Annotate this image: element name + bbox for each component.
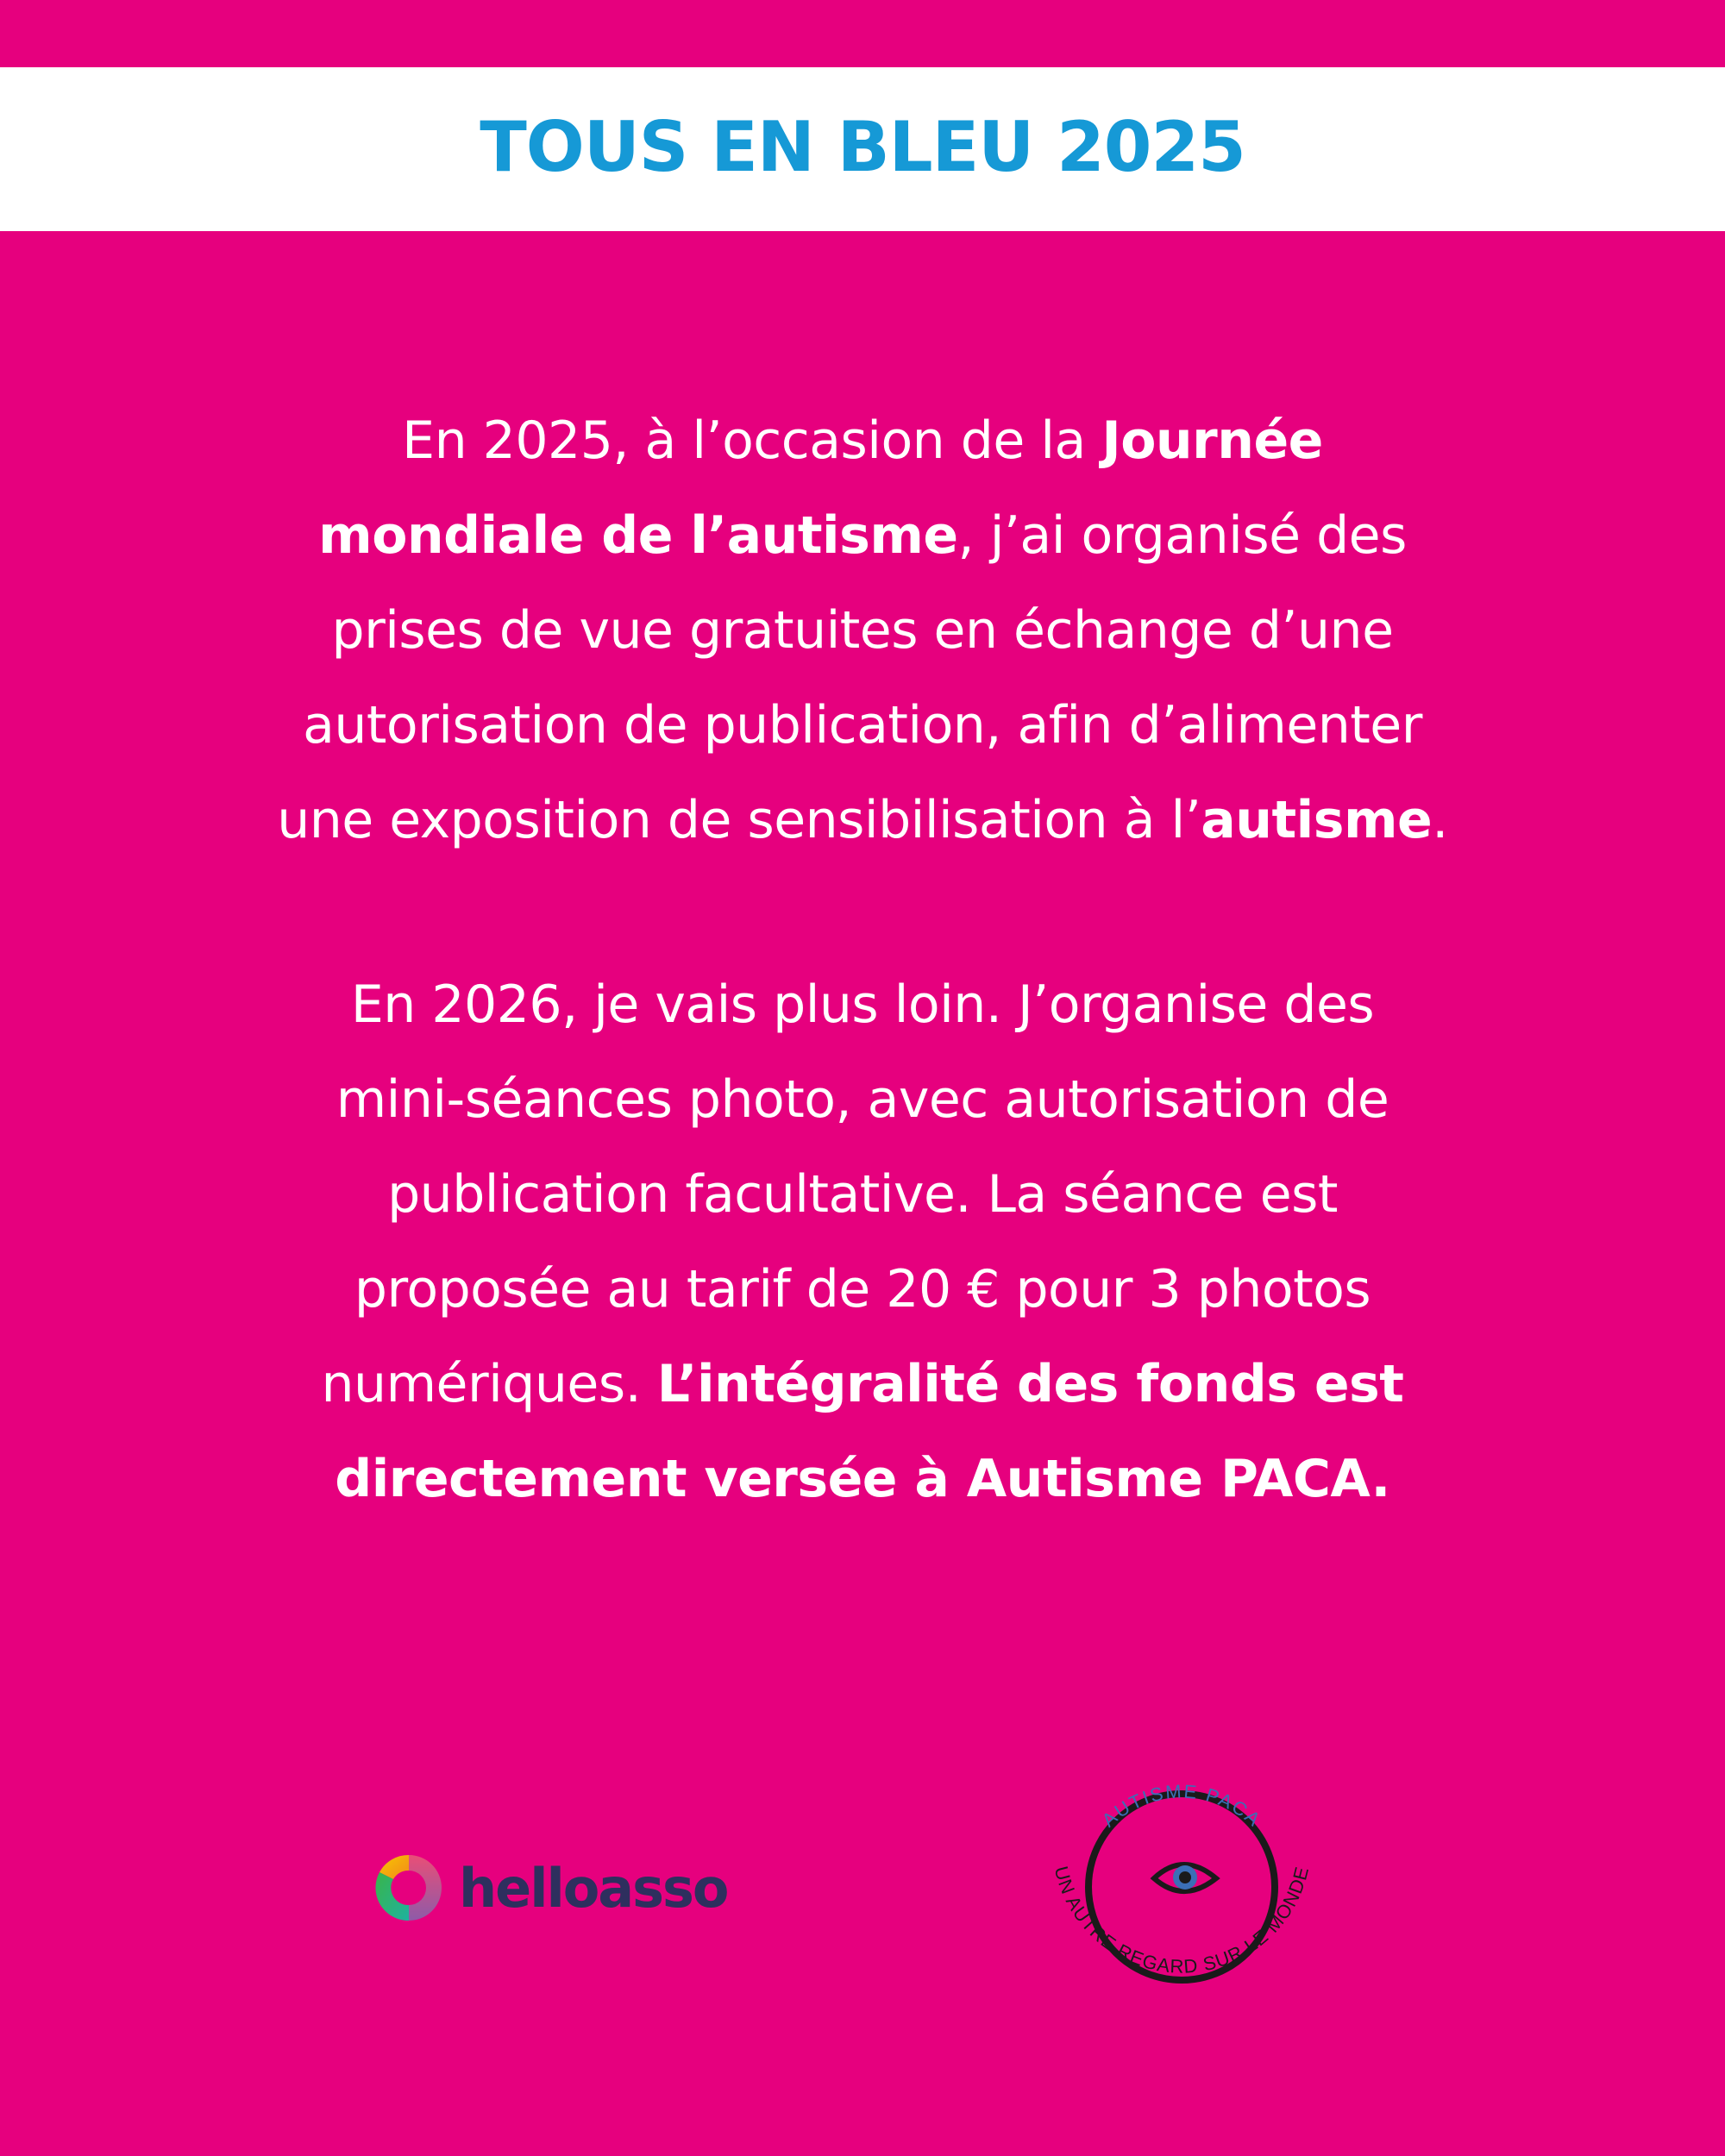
text-span: , j’ai organisé des — [957, 505, 1407, 566]
text-span: En 2025, à l’occasion de la — [402, 411, 1102, 471]
paragraph-2025-line-1 — [138, 393, 1587, 488]
autisme-paca-seal — [1035, 1733, 1328, 2027]
bold-span: autisme — [1201, 790, 1433, 850]
paragraph-2026-line-2: mini-séances photo, avec autorisation de — [336, 1069, 1389, 1130]
text-span: . — [1432, 790, 1448, 850]
paragraph-2025-line-5 — [138, 773, 1587, 868]
paragraph-2026-line-6 — [138, 1432, 1587, 1526]
bold-span: mondiale de l’autisme — [318, 505, 958, 566]
text-span: une exposition de sensibilisation à l’ — [277, 790, 1201, 850]
paragraph-2026 — [138, 957, 1587, 1526]
paragraph-2026-line-3: publication facultative. La séance est — [387, 1164, 1338, 1225]
eye-icon — [1154, 1865, 1216, 1891]
helloasso-wordmark: helloasso — [459, 1856, 728, 1920]
seal-ring-text: UN AUTRE REGARD SUR LE MONDE — [1050, 1864, 1314, 1977]
paragraph-2025-line-2 — [138, 488, 1587, 583]
seal-top-text: AUTISME PACA — [1097, 1780, 1266, 1832]
paragraph-2026-line-4: proposée au tarif de 20 € pour 3 photos — [354, 1259, 1371, 1319]
helloasso-logo — [373, 1849, 728, 1927]
paragraph-2025 — [138, 393, 1587, 868]
bold-span: directement versée à Autisme PACA. — [335, 1449, 1390, 1509]
paragraph-2026-line-1: En 2026, je vais plus loin. J’organise des — [350, 975, 1375, 1035]
paragraph-2025-line-3: prises de vue gratuites en échange d’une — [331, 600, 1394, 661]
text-span: numériques. — [321, 1354, 657, 1414]
helloasso-logo-icon — [373, 1852, 445, 1924]
paragraph-2026-line-5 — [138, 1337, 1587, 1432]
title-bar — [0, 67, 1725, 231]
page-title: TOUS EN BLEU 2025 — [480, 106, 1245, 187]
bold-span: L’intégralité des fonds est — [656, 1354, 1404, 1414]
paragraph-2025-line-4: autorisation de publication, afin d’alimenter — [303, 695, 1422, 755]
bold-span: Journée — [1101, 411, 1323, 471]
